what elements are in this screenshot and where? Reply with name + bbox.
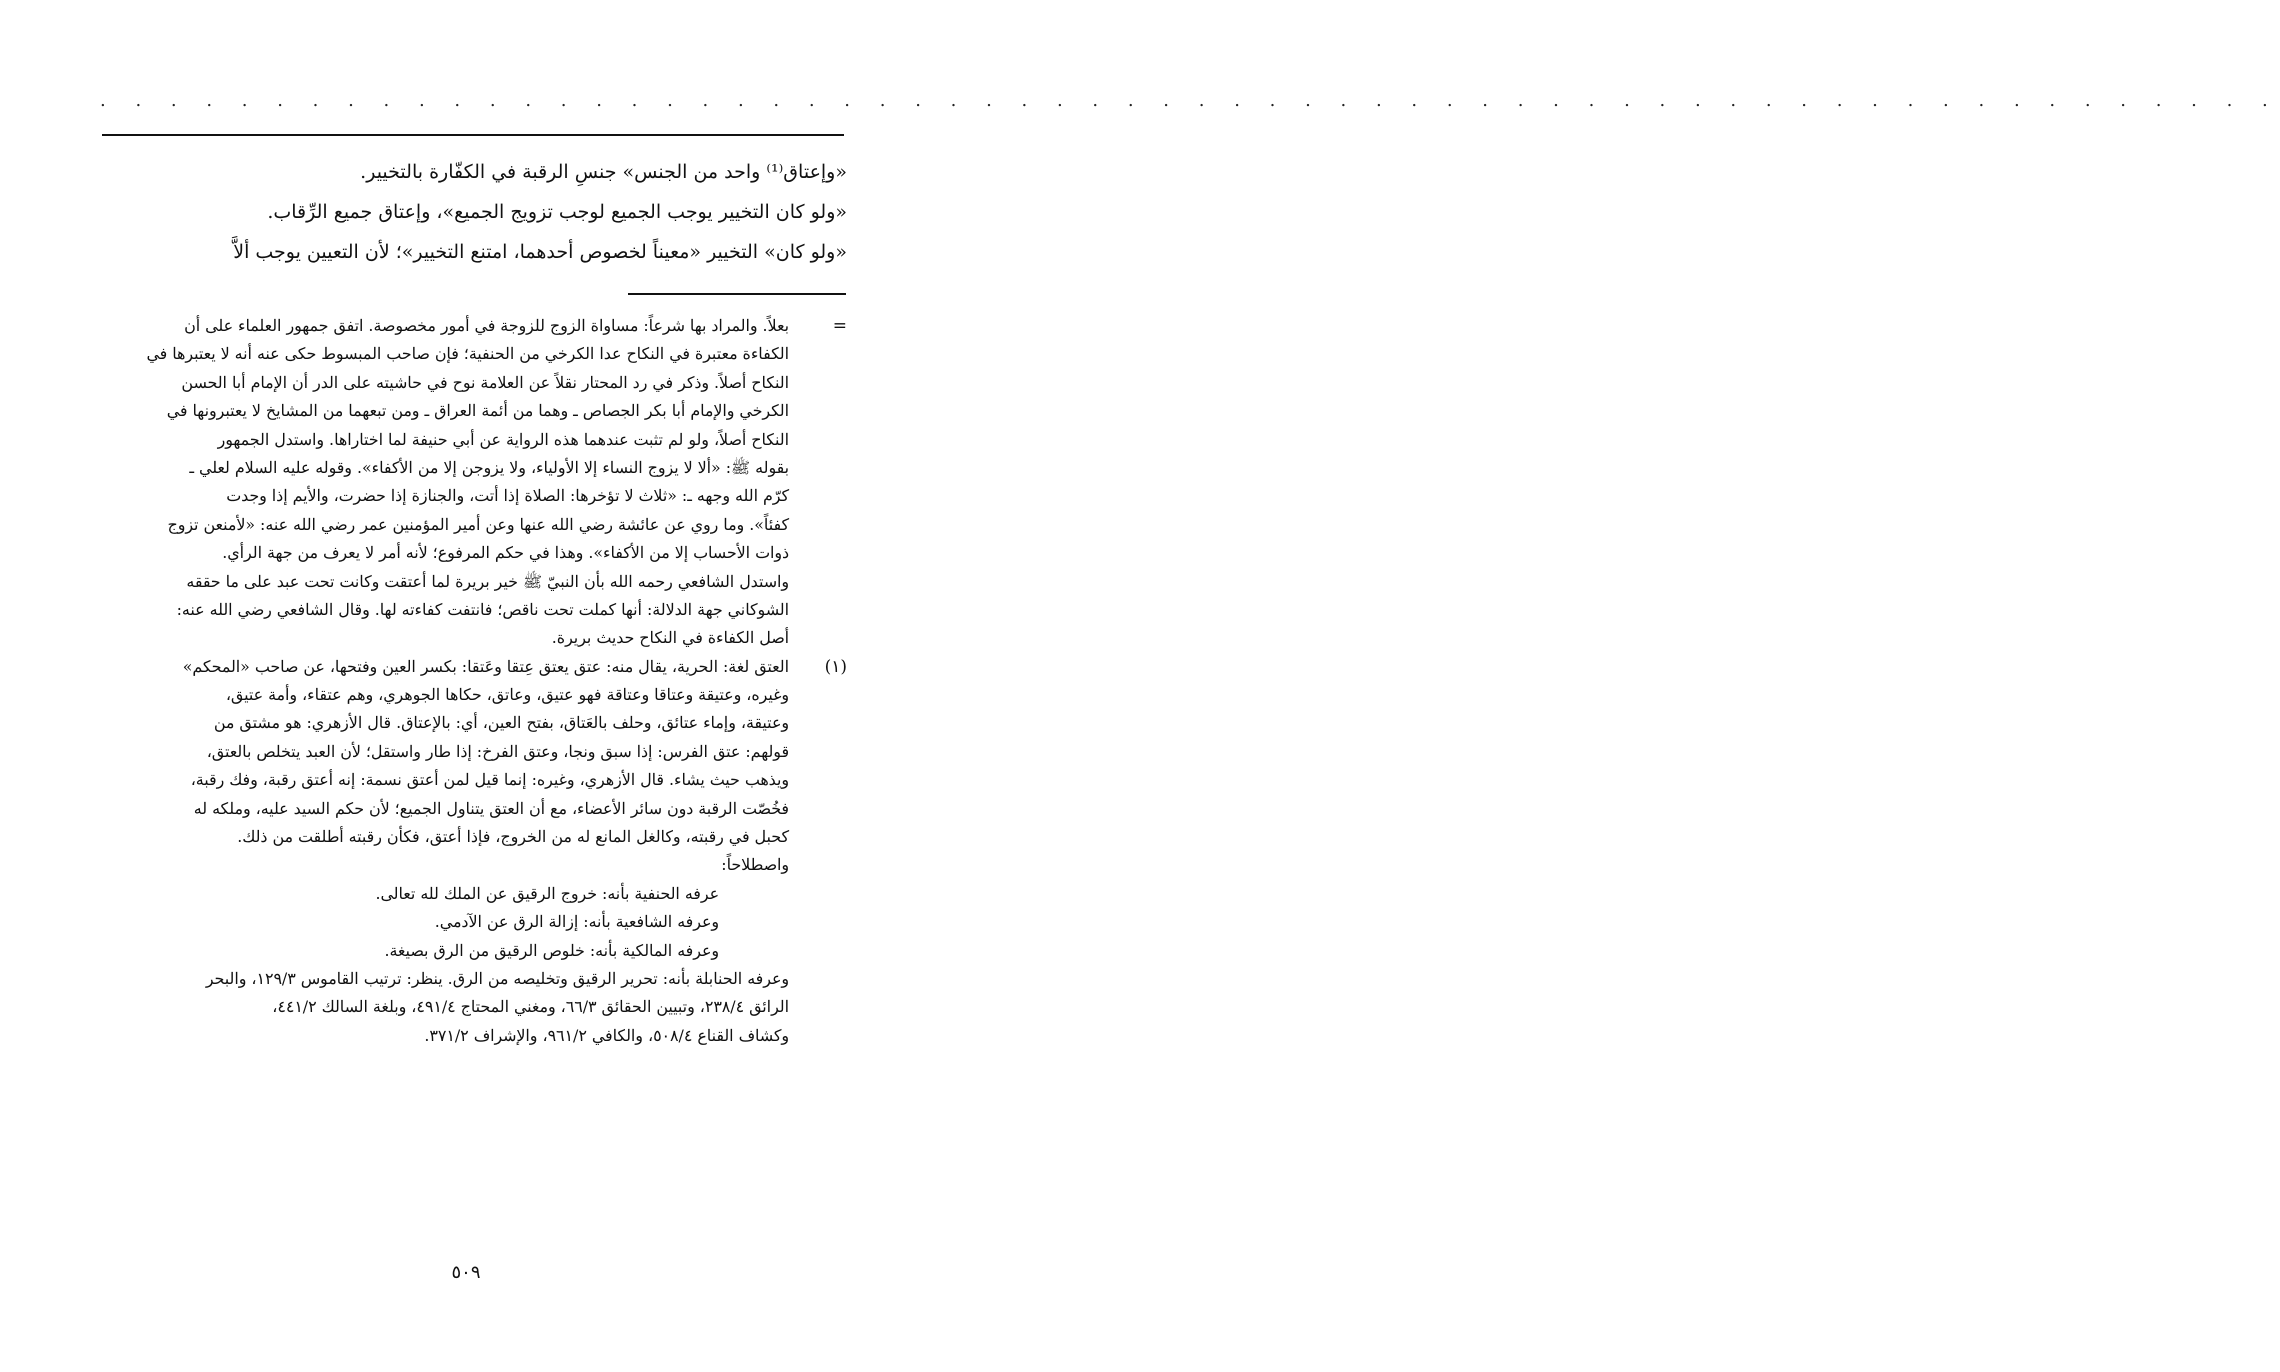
footnote-1-body	[92, 653, 789, 1050]
footnote-line: قولهم: عتق الفرس: إذا سبق ونجا، وعتق الفرخ: إذا طار واستقل؛ لأن العبد يتخلص بالعتق،	[206, 741, 789, 761]
header-ornament: . . . . . . . . . . . . . . . . . . . . . . . . . . . . . . . . . . . . . . . . . . . . . . . . . . . . . . . . . . . . . .	[100, 90, 2280, 111]
main-text-line: «ولو كان التخيير يوجب الجميع لوجب تزويج الجميع»، وإعتاق جميع الرِّقاب.	[267, 201, 847, 223]
definition-line: وعرفه المالكية بأنه: خلوص الرقيق من الرق بصيغة.	[384, 940, 719, 960]
definition-line: وعرفه الشافعية بأنه: إزالة الرق عن الآدمي.	[434, 912, 719, 932]
footnote-line: وعرفه الحنابلة بأنه: تحرير الرقيق وتخليصه من الرق. ينظر: ترتيب القاموس ١٢٩/٣، والبحر	[205, 968, 789, 988]
footnote-1-marker: (١)	[824, 656, 847, 677]
footnote-line: كفئاً». وما روي عن عائشة رضي الله عنها وعن أمير المؤمنين عمر رضي الله عنه: «لأمنعن تزوج	[167, 514, 789, 534]
page-number: ٥٠٩	[451, 1262, 481, 1283]
footnote-line: وكشاف القناع ٥٠٨/٤، والكافي ٩٦١/٢، والإشراف ٣٧١/٢.	[424, 1025, 789, 1045]
footnote-line: بعلاً. والمراد بها شرعاً: مساواة الزوج للزوجة في أمور مخصوصة. اتفق جمهور العلماء على أن	[184, 316, 789, 335]
footnote-line: النكاح أصلاً، ولو لم تثبت عندهما هذه الرواية عن أبي حنيفة لما اختاراها. واستدل الجمهور	[217, 429, 789, 449]
footnote-continuation-body	[92, 312, 789, 653]
footnote-line: أصل الكفاءة في النكاح حديث بريرة.	[551, 628, 789, 648]
footnote-line: الشوكاني جهة الدلالة: أنها كملت تحت ناقص؛ فانتفت كفاءته لها. وقال الشافعي رضي الله عنه:	[176, 599, 789, 619]
footnote-line: وغيره، وعتيقة وعتاقا وعتاقة فهو عتيق، وعاتق، حكاها الجوهري، وهم عتقاء، وأمة عتيق،	[225, 685, 789, 705]
footnote-continuation	[92, 312, 847, 653]
footnote-line: وعتيقة، وإماء عتائق، وحلف بالعَتاق، بفتح العين، أي: بالإعتاق. قال الأزهري: هو مشتق من	[213, 713, 789, 733]
footnote-line: كحبل في رقبته، وكالغل المانع له من الخروج، فإذا أعتق، فكأن رقبته أطلقت من ذلك.	[237, 827, 789, 847]
footnote-line: واصطلاحاً:	[721, 855, 789, 875]
footnotes	[92, 312, 847, 1050]
footnote-line: العتق لغة: الحرية، يقال منه: عتق يعتق عِتقا وعَتقا: بكسر العين وفتحها، عن صاحب «المحكم»	[182, 656, 789, 676]
footnote-line: كرّم الله وجهه ـ: «ثلاث لا تؤخرها: الصلاة إذا أتت، والجنازة إذا حضرت، والأيم إذا وجدت	[226, 486, 789, 506]
footnote-separator	[628, 293, 846, 295]
footnote-line: الكفاءة معتبرة في النكاح عدا الكرخي من الحنفية؛ فإن صاحب المبسوط حكى عنه أنه لا يعتبرها في	[146, 344, 789, 364]
footnote-line: النكاح أصلاً. وذكر في رد المحتار نقلاً عن العلامة نوح في حاشيته على الدر أن الإمام أبا الحسن	[181, 372, 789, 392]
footnote-line: واستدل الشافعي رحمه الله بأن النبيّ ﷺ خير بريرة لما أعتقت وكانت تحت عبد على ما حققه	[186, 571, 789, 591]
definition-line: عرفه الحنفية بأنه: خروج الرقيق عن الملك لله تعالى.	[375, 883, 719, 903]
header-rule	[102, 134, 844, 136]
footnote-1	[92, 653, 847, 1050]
main-text-line: «ولو كان» التخيير «معيناً لخصوص أحدهما، امتنع التخيير»؛ لأن التعيين يوجب ألاَّ	[233, 241, 847, 263]
main-text	[92, 152, 847, 272]
footnote-line: الكرخي والإمام أبا بكر الجصاص ـ وهما من أئمة العراق ـ ومن تبعهما من المشايخ لا يعتبرونها في	[166, 401, 789, 421]
footnote-line: ذوات الأحساب إلا من الأكفاء». وهذا في حكم المرفوع؛ لأنه أمر لا يعرف من جهة الرأي.	[222, 543, 789, 563]
main-text-line: «وإعتاق⁽¹⁾ واحد من الجنس» جنسِ الرقبة في الكفّارة بالتخيير.	[360, 161, 847, 183]
footnote-line: ويذهب حيث يشاء. قال الأزهري، وغيره: إنما قيل لمن أعتق نسمة: إنه أعتق رقبة، وفك رقبة،	[190, 770, 789, 790]
footnote-continuation-marker: =	[832, 316, 847, 336]
footnote-line: الرائق ٢٣٨/٤، وتبيين الحقائق ٦٦/٣، ومغني المحتاج ٤٩١/٤، وبلغة السالك ٤٤١/٢،	[272, 997, 789, 1017]
footnote-line: بقوله ﷺ: «ألا لا يزوج النساء إلا الأولياء، ولا يزوجن إلا من الأكفاء». وقوله عليه السلام لعلي ـ	[189, 457, 789, 477]
footnote-line: فخُصّت الرقبة دون سائر الأعضاء، مع أن العتق يتناول الجميع؛ لأن حكم السيد عليه، وملكه له	[193, 798, 789, 818]
